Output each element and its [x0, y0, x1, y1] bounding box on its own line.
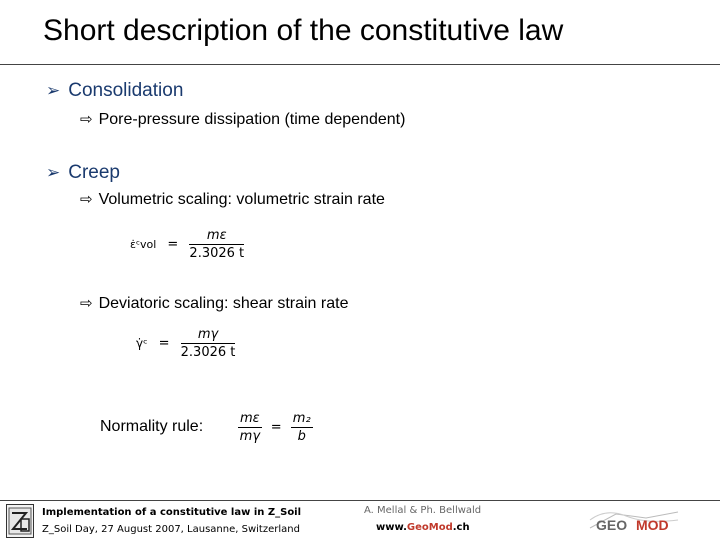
arrow-bullet-icon: ➢: [46, 163, 61, 182]
footer-authors: A. Mellal & Ph. Bellwald: [364, 505, 482, 516]
equals-sign: =: [270, 420, 282, 435]
creep-label: Creep: [68, 162, 120, 183]
footer-presentation-title: Implementation of a constitutive law in Z_Soil: [42, 507, 302, 518]
deviatoric-text: Deviatoric scaling: shear strain rate: [98, 295, 349, 312]
geomod-logo: [586, 506, 682, 536]
arrow-bullet-icon: ➢: [46, 81, 61, 100]
equals-sign: =: [158, 336, 170, 351]
fraction: [238, 411, 262, 444]
sub-arrow-icon: ⇨: [80, 295, 93, 312]
fraction: [181, 327, 236, 360]
deviatoric-formula: [136, 327, 235, 360]
normality-label: Normality rule:: [100, 418, 204, 435]
volumetric-formula: [130, 228, 244, 261]
url-mod: Mod: [428, 522, 453, 533]
zsoil-logo: [6, 504, 34, 538]
sub-arrow-icon: ⇨: [80, 191, 93, 208]
footer-website-link[interactable]: [376, 522, 470, 533]
page-title: Short description of the constitutive law: [43, 14, 564, 47]
fraction-denominator: mγ: [239, 429, 261, 444]
geomod-logo-text-mod: MOD: [636, 517, 669, 533]
formula-lhs: γ̇ᶜ: [136, 336, 148, 351]
fraction-numerator: mγ: [181, 327, 236, 344]
pore-pressure-text: Pore-pressure dissipation (time dependent): [98, 111, 406, 128]
equals-sign: =: [167, 237, 179, 252]
bullet-creep: [46, 162, 120, 184]
title-divider: [0, 64, 720, 65]
sub-bullet-volumetric: [80, 190, 385, 209]
formula-lhs: ε̇ᶜvol: [130, 238, 157, 251]
sub-bullet-pore-pressure: [80, 110, 405, 129]
url-suffix: .ch: [452, 522, 470, 533]
geomod-logo-text-geo: GEO: [596, 517, 628, 533]
url-prefix: www.: [376, 522, 407, 533]
fraction: [189, 228, 244, 261]
sub-bullet-deviatoric: [80, 294, 348, 313]
normality-formula: [238, 411, 313, 444]
fraction: [291, 411, 313, 444]
url-geo: Geo: [406, 522, 429, 533]
fraction-denominator: b: [297, 429, 306, 444]
sub-arrow-icon: ⇨: [80, 111, 93, 128]
fraction-numerator: mε: [189, 228, 244, 245]
consolidation-label: Consolidation: [68, 80, 184, 101]
fraction-denominator: 2.3026 t: [189, 246, 245, 261]
fraction-numerator: m₂: [292, 411, 311, 426]
fraction-numerator: mε: [240, 411, 260, 426]
fraction-denominator: 2.3026 t: [180, 345, 236, 360]
volumetric-text: Volumetric scaling: volumetric strain rate: [98, 191, 385, 208]
footer-event: Z_Soil Day, 27 August 2007, Lausanne, Switzerland: [42, 524, 300, 535]
bullet-consolidation: [46, 80, 183, 102]
footer-divider: [0, 500, 720, 501]
